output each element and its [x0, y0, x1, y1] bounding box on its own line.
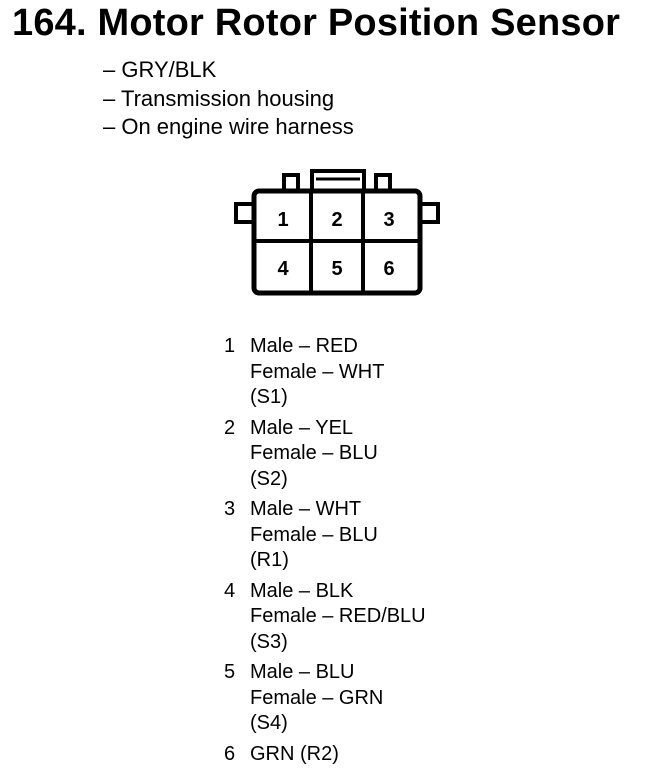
pin-wire: GRN (R2): [250, 742, 339, 765]
pin-signal: (S2): [250, 467, 288, 490]
pin-female-wire: Female – WHT: [250, 360, 385, 383]
cavity-label: 2: [331, 209, 343, 231]
pin-male-wire: Male – WHT: [250, 498, 362, 520]
pin-signal: (S3): [250, 630, 288, 653]
pin-entry: [224, 497, 426, 574]
pin-signal: (R1): [250, 549, 289, 571]
pin-number: 4: [224, 579, 236, 602]
pin-entry: [224, 416, 426, 493]
pin-male-wire: Male – YEL: [250, 416, 354, 439]
pin-entry: [224, 579, 426, 656]
pin-number: 2: [224, 416, 236, 439]
pin-entry: [224, 660, 426, 737]
pin-signal: (S4): [250, 712, 288, 734]
harness-note: – On engine wire harness: [103, 114, 354, 139]
pin-male-wire: Male – BLU: [250, 661, 355, 683]
pin-female-wire: Female – GRN: [250, 686, 384, 709]
pin-female-wire: Female – RED/BLU: [250, 605, 426, 627]
connector-ear-right: [420, 204, 438, 222]
location-list: [103, 56, 354, 142]
connector-diagram: [232, 168, 442, 298]
pin-number: 5: [224, 661, 236, 683]
pin-entry: [224, 742, 426, 768]
pin-male-wire: Male – RED: [250, 335, 358, 357]
pin-female-wire: Female – BLU: [250, 523, 378, 546]
wire-color-note: – GRY/BLK: [103, 57, 217, 82]
pin-number: 1: [224, 335, 236, 357]
cavity-label: 4: [277, 258, 289, 280]
cavity-label: 3: [383, 209, 395, 231]
cavity-label: 6: [383, 258, 395, 280]
page-title: 164. Motor Rotor Position Sensor: [12, 2, 621, 44]
cavity-label: 1: [277, 209, 289, 231]
location-note: – Transmission housing: [103, 85, 335, 111]
pin-signal: (S1): [250, 386, 288, 408]
pin-list: [224, 334, 426, 772]
pin-number: 6: [224, 742, 236, 765]
pin-male-wire: Male – BLK: [250, 579, 354, 602]
cavity-label: 5: [331, 258, 343, 280]
connector-ear-left: [236, 204, 254, 222]
pin-number: 3: [224, 498, 236, 520]
connector-key: [312, 171, 364, 191]
pin-entry: [224, 334, 426, 411]
pin-female-wire: Female – BLU: [250, 442, 378, 464]
